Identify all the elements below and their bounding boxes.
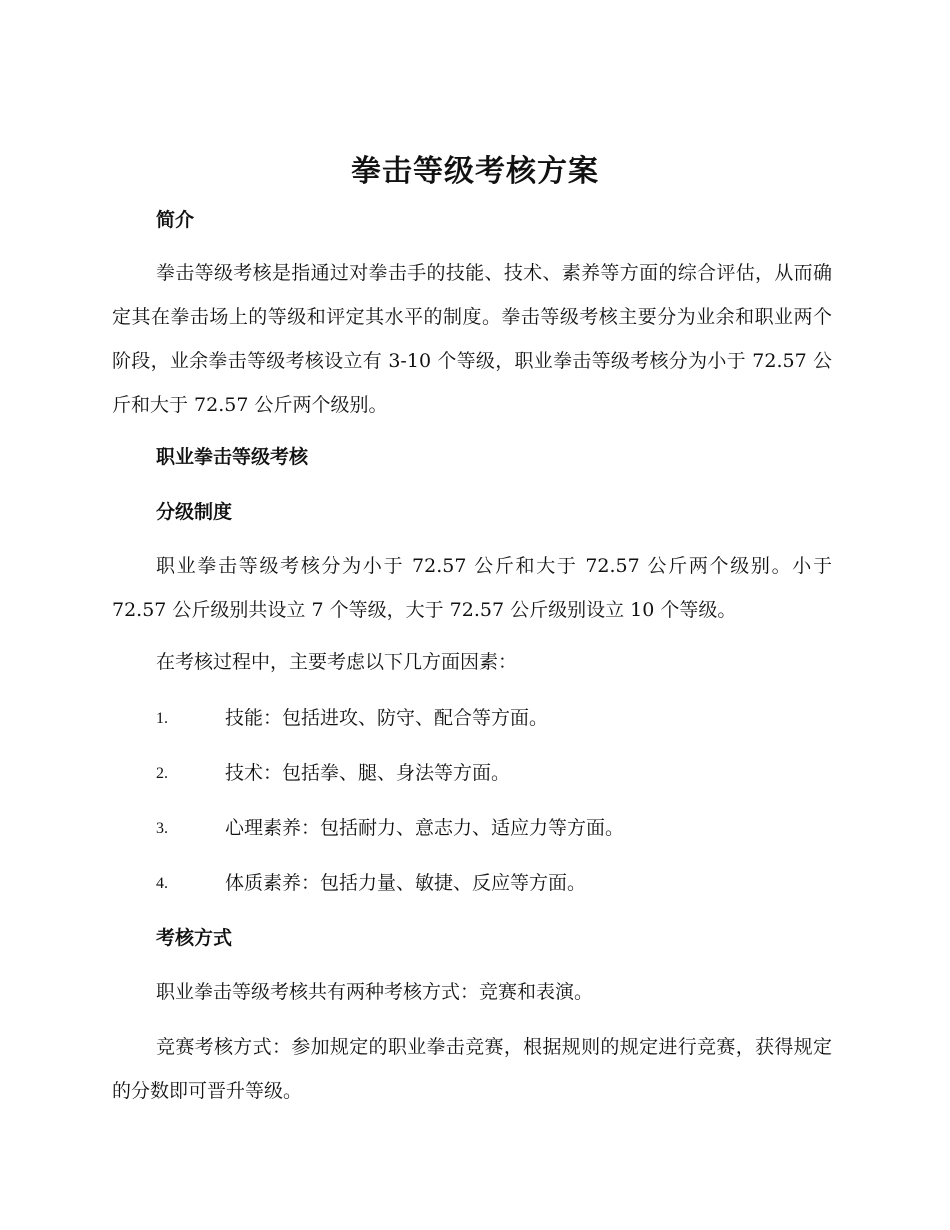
factors-intro-paragraph: 在考核过程中，主要考虑以下几方面因素： bbox=[156, 651, 518, 673]
list-item-text: 心理素养：包括耐力、意志力、适应力等方面。 bbox=[225, 817, 625, 839]
method-paragraph: 职业拳击等级考核共有两种考核方式：竞赛和表演。 bbox=[156, 981, 594, 1003]
heading-professional-grading: 职业拳击等级考核 bbox=[156, 446, 309, 468]
list-item-number: 1. bbox=[156, 710, 168, 727]
heading-assessment-method: 考核方式 bbox=[156, 927, 233, 949]
list-item-text: 体质素养：包括力量、敏捷、反应等方面。 bbox=[225, 872, 587, 894]
list-item-text: 技术：包括拳、腿、身法等方面。 bbox=[225, 762, 511, 784]
list-item-number: 4. bbox=[156, 875, 168, 892]
grading-paragraph: 职业拳击等级考核分为小于 72.57 公斤和大于 72.57 公斤两个级别。小于 72.57 公斤级别共设立 7 个等级，大于 72.57 公斤级别设立 10 个等级。 bbox=[112, 555, 832, 621]
list-item-text: 技能：包括进攻、防守、配合等方面。 bbox=[225, 707, 549, 729]
heading-grading-system: 分级制度 bbox=[156, 501, 233, 523]
heading-intro: 简介 bbox=[156, 209, 195, 231]
document-title: 拳击等级考核方案 bbox=[351, 154, 599, 189]
list-item-number: 2. bbox=[156, 765, 168, 782]
list-item-number: 3. bbox=[156, 820, 168, 837]
intro-paragraph: 拳击等级考核是指通过对拳击手的技能、技术、素养等方面的综合评估，从而确定其在拳击场上的等级和评定其水平的制度。拳击等级考核主要分为业余和职业两个阶段，业余拳击等级考核设立有 3-10 个等级，职业拳击等级考核分为小于 72.57 公斤和大于 72.57 公斤两个级别。 bbox=[112, 262, 832, 416]
competition-paragraph: 竞赛考核方式：参加规定的职业拳击竞赛，根据规则的规定进行竞赛，获得规定的分数即可晋升等级。 bbox=[112, 1036, 832, 1102]
